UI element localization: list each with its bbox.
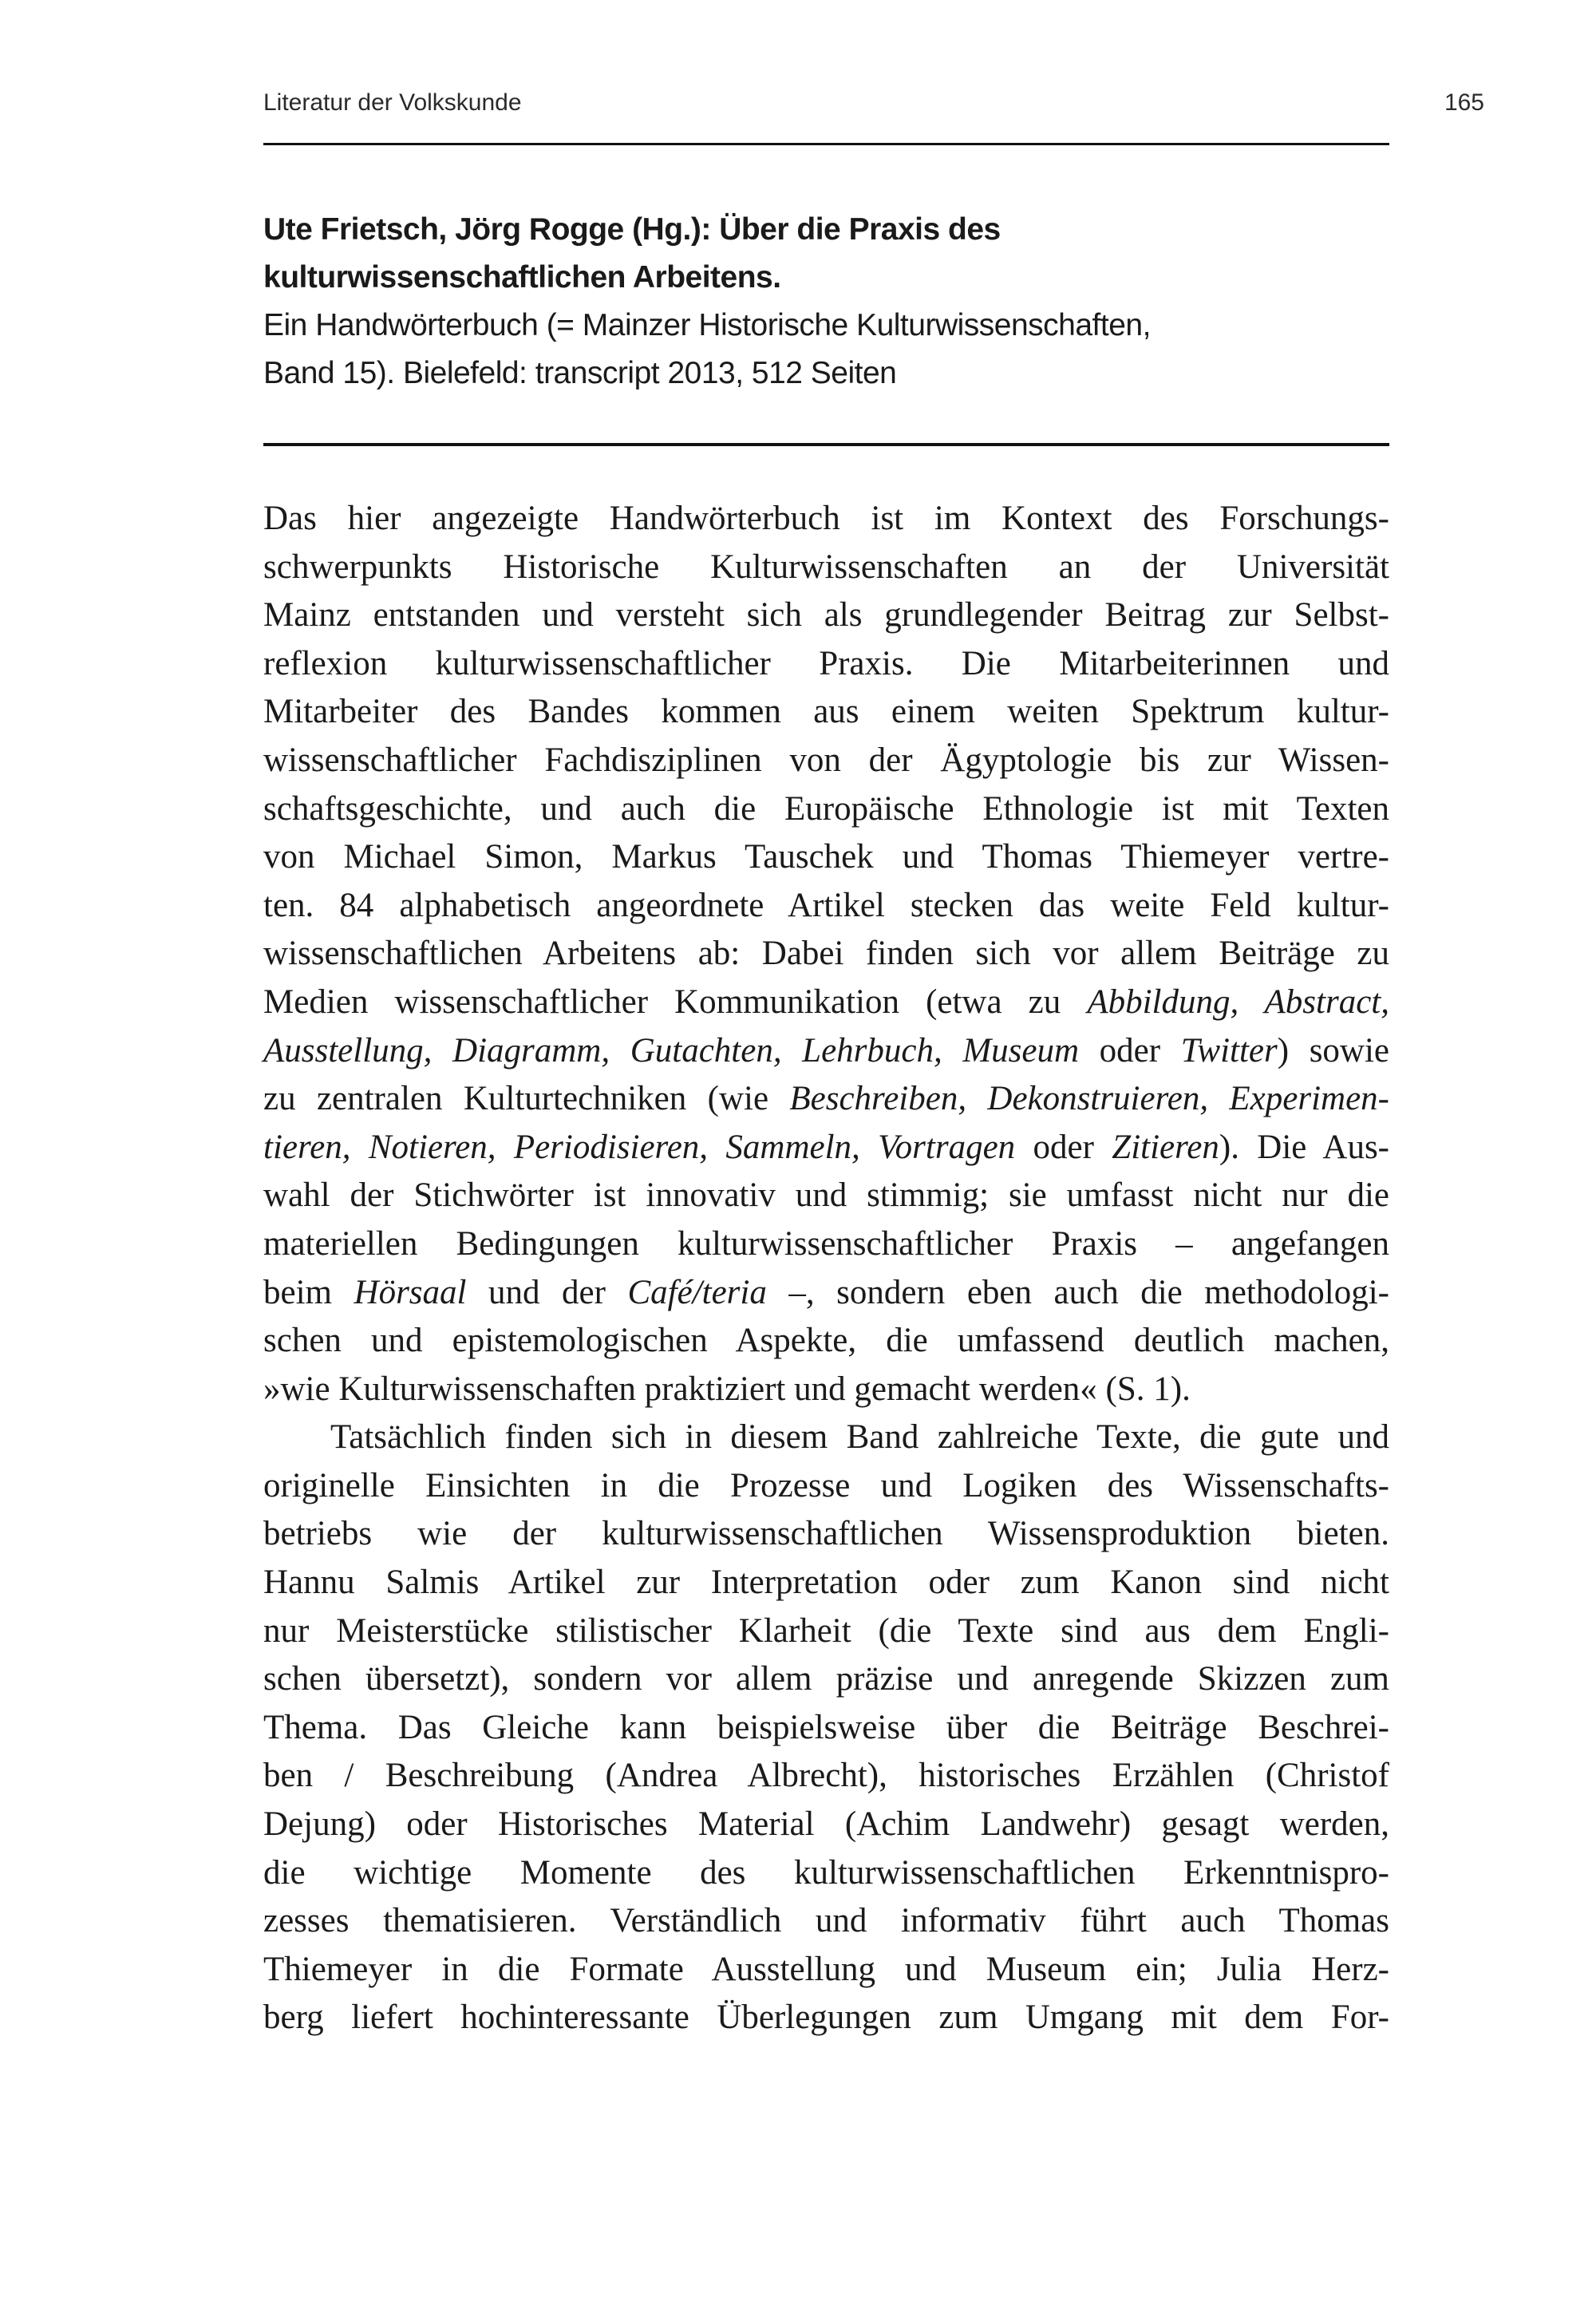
italic-term: Twitter: [1180, 1031, 1278, 1069]
italic-term: Beschreiben, Dekonstruieren, Experimen-: [789, 1080, 1389, 1118]
text-segment: Thema. Das Gleiche kann beispielsweise über die Beiträge Beschrei-: [263, 1708, 1389, 1746]
text-segment: schen übersetzt), sondern vor allem präzise und anregende Skizzen zum: [263, 1660, 1389, 1698]
text-line: [263, 1559, 1389, 1607]
text-segment: Das hier angezeigte Handwörterbuch ist im Kontext des Forschungs-: [263, 500, 1389, 537]
text-segment: Medien wissenschaftlicher Kommunikation (etwa zu: [263, 983, 1088, 1021]
italic-term: Zitieren: [1112, 1128, 1219, 1166]
text-segment: wissenschaftlichen Arbeitens ab: Dabei finden sich vor allem Beiträge zu: [263, 935, 1389, 973]
text-segment: und der: [466, 1273, 628, 1311]
text-line: [263, 1849, 1389, 1898]
text-line: [263, 1510, 1389, 1559]
running-title: Literatur der Volkskunde: [263, 89, 522, 116]
text-line: [263, 1124, 1389, 1172]
text-line: [263, 1027, 1389, 1076]
text-line: [263, 882, 1389, 931]
text-segment: Hannu Salmis Artikel zur Interpretation oder zum Kanon sind nicht: [263, 1564, 1389, 1602]
text-segment: schaftsgeschichte, und auch die Europäische Ethnologie ist mit Texten: [263, 789, 1389, 828]
running-header: [263, 89, 1484, 117]
text-segment: die wichtige Momente des kulturwissenschaftlichen Erkenntnispro-: [263, 1853, 1389, 1892]
text-segment: berg liefert hochinteressante Überlegungen zum Umgang mit dem For-: [263, 1999, 1389, 2037]
text-segment: schwerpunkts Historische Kulturwissenschaften an der Universität: [263, 548, 1389, 586]
text-segment: von Michael Simon, Markus Tauschek und Thomas Thiemeyer vertre-: [263, 838, 1389, 876]
text-line: [263, 1704, 1389, 1753]
text-line: [263, 495, 1389, 544]
text-segment: betriebs wie der kulturwissenschaftlichen Wissensproduktion bieten.: [263, 1515, 1389, 1553]
book-detail-line-2: Band 15). Bielefeld: transcript 2013, 512 Seiten: [263, 356, 897, 390]
header-rule: [263, 143, 1389, 145]
text-line: [263, 1655, 1389, 1704]
italic-term: Ausstellung, Diagramm, Gutachten, Lehrbuch, Museum: [263, 1031, 1080, 1069]
text-line: [263, 640, 1389, 689]
text-segment: originelle Einsichten in die Prozesse und Logiken des Wissenschafts-: [263, 1466, 1389, 1504]
italic-term: Café/teria: [627, 1273, 767, 1311]
text-segment: ). Die Aus-: [1219, 1128, 1389, 1166]
text-line: [263, 1366, 1389, 1414]
text-line: [263, 930, 1389, 979]
text-segment: zesses thematisieren. Verständlich und informativ führt auch Thomas: [263, 1902, 1389, 1940]
text-segment: nur Meisterstücke stilistischer Klarheit (die Texte sind aus dem Engli-: [263, 1611, 1389, 1650]
text-segment: »wie Kulturwissenschaften praktiziert und gemacht werden« (S. 1).: [263, 1370, 1191, 1408]
book-detail-line-1: Ein Handwörterbuch (= Mainzer Historische Kulturwissenschaften,: [263, 308, 1151, 342]
text-segment: ) sowie: [1277, 1031, 1390, 1069]
text-segment: schen und epistemologischen Aspekte, die umfassend deutlich machen,: [263, 1322, 1389, 1360]
book-title-line-2: kulturwissenschaftlichen Arbeitens.: [263, 260, 781, 295]
text-segment: wissenschaftlicher Fachdisziplinen von der Ägyptologie bis zur Wissen-: [263, 741, 1389, 779]
text-line: [263, 979, 1389, 1027]
text-segment: Thiemeyer in die Formate Ausstellung und Museum ein; Julia Herz-: [263, 1950, 1389, 1988]
page-number: 165: [1444, 89, 1484, 116]
text-line: [263, 1946, 1389, 1995]
text-segment: wahl der Stichwörter ist innovativ und stimmig; sie umfasst nicht nur die: [263, 1176, 1389, 1215]
text-line: [263, 688, 1389, 737]
text-line: [263, 1752, 1389, 1801]
bibliographic-entry: [263, 206, 1420, 397]
text-segment: Tatsächlich finden sich in diesem Band zahlreiche Texte, die gute und: [330, 1418, 1389, 1457]
text-segment: oder: [1079, 1031, 1181, 1069]
text-line: [263, 1462, 1389, 1511]
text-line: [263, 833, 1389, 882]
text-segment: oder: [1015, 1128, 1112, 1166]
italic-term: Abbildung, Abstract,: [1087, 983, 1389, 1021]
text-segment: Mainz entstanden und versteht sich als grundlegender Beitrag zur Selbst-: [263, 596, 1389, 635]
text-segment: ben / Beschreibung (Andrea Albrecht), historisches Erzählen (Christof: [263, 1757, 1389, 1795]
review-body-text: [263, 495, 1389, 2042]
italic-term: Hörsaal: [354, 1273, 467, 1311]
text-line: [263, 1994, 1389, 2042]
text-segment: ten. 84 alphabetisch angeordnete Artikel stecken das weite Feld kultur-: [263, 886, 1389, 924]
text-line: [263, 1220, 1389, 1269]
text-line: [263, 1607, 1389, 1656]
text-segment: reflexion kulturwissenschaftlicher Praxis. Die Mitarbeiterinnen und: [263, 644, 1389, 682]
text-segment: zu zentralen Kulturtechniken (wie: [263, 1080, 790, 1118]
text-line: [263, 544, 1389, 592]
text-line: [263, 591, 1389, 640]
italic-term: tieren, Notieren, Periodisieren, Sammeln, Vortragen: [263, 1128, 1016, 1166]
text-line: [263, 1801, 1389, 1849]
section-rule: [263, 443, 1389, 446]
text-line: [263, 1269, 1389, 1318]
text-segment: –, sondern eben auch die methodologi-: [766, 1273, 1389, 1311]
text-line: [263, 1897, 1389, 1946]
text-line: [263, 1075, 1389, 1124]
text-segment: beim: [263, 1273, 354, 1311]
text-line: [263, 1317, 1389, 1366]
book-title-line-1: Ute Frietsch, Jörg Rogge (Hg.): Über die Praxis des: [263, 212, 1001, 247]
text-segment: Mitarbeiter des Bandes kommen aus einem weiten Spektrum kultur-: [263, 693, 1389, 731]
text-segment: Dejung) oder Historisches Material (Achim Landwehr) gesagt werden,: [263, 1805, 1389, 1844]
text-line: [263, 737, 1389, 785]
text-line: [263, 1413, 1389, 1462]
text-line: [263, 785, 1389, 834]
text-line: [263, 1172, 1389, 1220]
text-segment: materiellen Bedingungen kulturwissenschaftlicher Praxis – angefangen: [263, 1224, 1389, 1263]
